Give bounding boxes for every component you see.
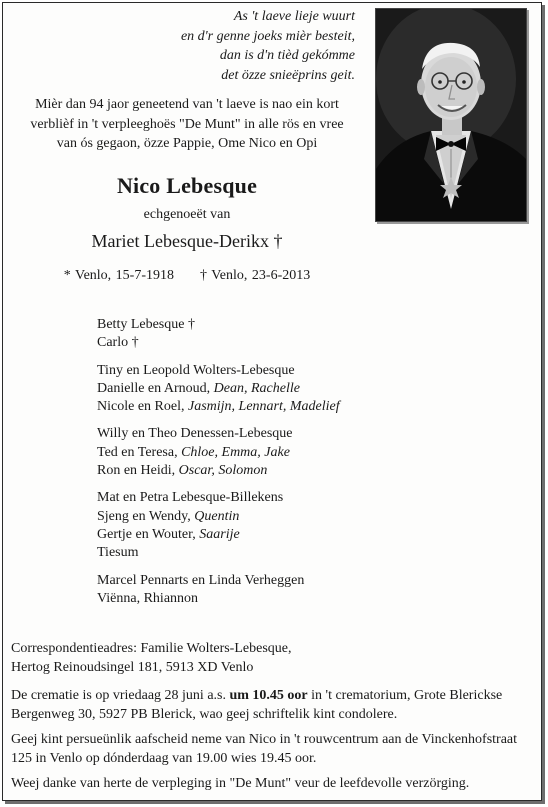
poem-line: det özze snieëprins geit. [221, 67, 355, 83]
thanks-notice: Weej danke van herte de verpleging in "De Munt" veur de leefdevolle verzörging. [11, 776, 470, 791]
cremation-location: in 't crematorium, Grote Blerickse Bergenweg 30, 5927 PB Blerick, wao geej schriftelik kint condolere. [11, 688, 503, 722]
family-line-plain: Tiesum [97, 545, 139, 561]
family-line [97, 316, 497, 334]
family-line-plain: Viënna, Rhiannon [97, 590, 199, 606]
birth-date: * Venlo, 15-7-1918 [63, 268, 174, 283]
obituary-card [2, 2, 542, 801]
family-line [97, 380, 497, 398]
spouse-label: echgenoeët van [143, 207, 231, 222]
intro-line: van ós gegaon, özze Pappie, Ome Nico en Opi [56, 136, 318, 151]
poem-line: en d'r genne joeks mièr besteit, [180, 28, 355, 44]
cremation-text: De crematie is op vriedaag 28 juni a.s. [11, 688, 230, 703]
death-date: † Venlo, 23-6-2013 [200, 268, 311, 283]
family-line-plain: Willy en Theo Denessen-Lebesque [97, 426, 293, 442]
poem [181, 7, 355, 85]
poem-line: As 't laeve lieje wuurt [233, 9, 355, 24]
spouse-name: Mariet Lebesque-Derikx † [91, 231, 283, 251]
family-line-plain: Sjeng en Wendy, [97, 508, 195, 524]
family-line-italic: Jasmijn, Lennart, Madelief [187, 399, 340, 415]
family-line [97, 526, 497, 544]
family-line-italic: Dean, Rachelle [213, 380, 300, 396]
portrait-photo [375, 8, 527, 222]
family-line [97, 334, 497, 352]
family-line [97, 544, 497, 562]
family-line [97, 489, 497, 507]
family-line [97, 425, 497, 443]
family-group [97, 572, 497, 609]
family-line [97, 444, 497, 462]
family-line [97, 572, 497, 590]
family-list [97, 316, 497, 617]
family-line [97, 462, 497, 480]
family-group [97, 425, 497, 480]
family-group [97, 316, 497, 353]
family-line-italic: Chloe, Emma, Jake [181, 444, 290, 460]
cremation-notice [11, 687, 536, 724]
family-group [97, 362, 497, 417]
family-line-plain: Carlo † [97, 335, 139, 351]
family-line [97, 590, 497, 608]
family-line-plain: Gertje en Wouter, [97, 526, 200, 542]
family-line-plain: Marcel Pennarts en Linda Verheggen [97, 572, 305, 588]
family-line [97, 362, 497, 380]
intro-text [7, 95, 367, 154]
poem-line: dan is d'n tièd gekómme [219, 48, 355, 63]
family-line [97, 398, 497, 416]
correspondence-line: Correspondentieadres: Familie Wolters-Lebesque, [11, 641, 292, 656]
family-line-italic: Oscar, Solomon [178, 463, 268, 479]
intro-line: verblièf in 't verpleeghoës "De Munt" in alle rös en vree [30, 116, 344, 132]
correspondence-address [11, 639, 291, 677]
deceased-name: Nico Lebesque [116, 173, 258, 198]
family-line-plain: Ted en Teresa, [97, 444, 182, 460]
family-line-plain: Betty Lebesque † [97, 317, 195, 332]
cremation-time: um 10.45 oor [229, 688, 308, 703]
family-line-plain: Nicole en Roel, [97, 399, 188, 415]
intro-line: Mièr dan 94 jaor geneetend van 't laeve is nao ein kort [35, 97, 339, 112]
family-line [97, 508, 497, 526]
family-line-plain: Danielle en Arnoud, [97, 380, 214, 396]
farewell-notice: Geej kint persueünlik aafscheid neme van Nico in 't rouwcentrum aan de Vinckenhofstraat 125 in Venlo op dónderdaag van 19.00 wies 19.45 oor. [11, 732, 518, 766]
life-dates [7, 268, 367, 284]
family-group [97, 489, 497, 562]
family-line-italic: Quentin [194, 508, 240, 524]
family-line-italic: Saarije [199, 526, 240, 542]
family-line-plain: Tiny en Leopold Wolters-Lebesque [97, 362, 295, 378]
correspondence-line: Hertog Reinoudsingel 181, 5913 XD Venlo [11, 660, 254, 675]
notices [11, 687, 536, 801]
portrait-illustration [376, 9, 526, 221]
family-line-plain: Mat en Petra Lebesque-Billekens [97, 490, 284, 506]
family-line-plain: Ron en Heidi, [97, 463, 179, 479]
